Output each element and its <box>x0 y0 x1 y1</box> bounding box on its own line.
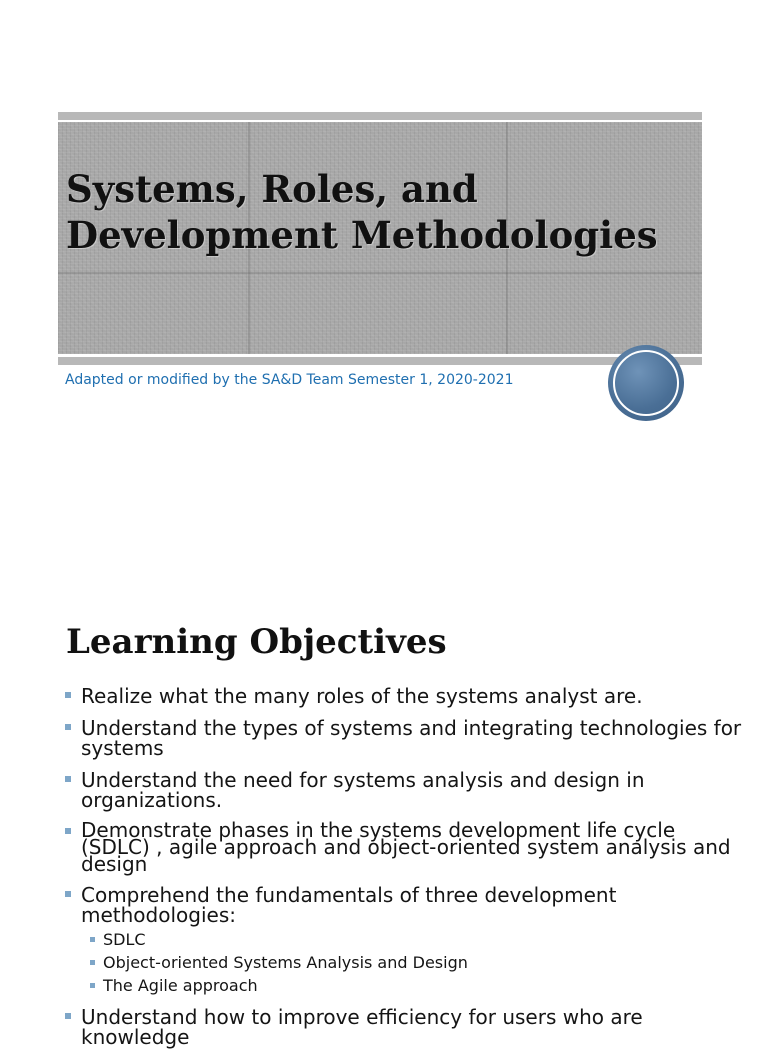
slide-title: Systems, Roles, and Development Methodologies <box>66 167 658 257</box>
list-item <box>62 885 742 995</box>
banner-top-rule <box>58 112 702 120</box>
sub-list-item <box>81 954 742 972</box>
methodology-text: Object-oriented Systems Analysis and Design <box>103 953 468 972</box>
objectives-heading: Learning Objectives <box>66 622 447 662</box>
sub-list-item <box>81 931 742 949</box>
objective-text: Understand the types of systems and integrating technologies for systems <box>81 716 742 760</box>
methodology-sublist <box>81 931 742 995</box>
objective-text: Understand the need for systems analysis and design in organizations. <box>81 768 645 812</box>
sub-list-item <box>81 977 742 995</box>
list-item <box>62 1007 742 1047</box>
square-bullet-icon <box>90 937 95 942</box>
slide-subtitle: Adapted or modified by the SA&D Team Semester 1, 2020-2021 <box>65 372 514 388</box>
square-bullet-icon <box>65 776 71 782</box>
circle-badge-icon <box>608 345 684 421</box>
objective-text: Demonstrate phases in the systems development life cycle (SDLC) , agile approach and object-oriented system analysis and design <box>81 818 731 876</box>
objectives-slide <box>0 560 768 1049</box>
methodology-text: The Agile approach <box>103 976 258 995</box>
square-bullet-icon <box>65 692 71 698</box>
objective-text: Realize what the many roles of the systems analyst are. <box>81 684 643 708</box>
banner-bottom-rule <box>58 357 702 365</box>
square-bullet-icon <box>65 891 71 897</box>
square-bullet-icon <box>65 828 71 834</box>
objective-text: Comprehend the fundamentals of three development methodologies: <box>81 883 617 927</box>
square-bullet-icon <box>90 960 95 965</box>
objective-text: Understand how to improve efficiency for users who are knowledge <box>81 1005 643 1049</box>
banner-texture-seam <box>58 272 702 274</box>
square-bullet-icon <box>65 724 71 730</box>
badge-ring <box>613 350 679 416</box>
list-item <box>62 770 742 810</box>
list-item <box>62 818 742 876</box>
square-bullet-icon <box>90 983 95 988</box>
list-item <box>62 718 742 758</box>
list-item <box>62 686 742 706</box>
square-bullet-icon <box>65 1013 71 1019</box>
objectives-list <box>62 686 742 1059</box>
methodology-text: SDLC <box>103 930 146 949</box>
title-banner <box>58 122 702 354</box>
